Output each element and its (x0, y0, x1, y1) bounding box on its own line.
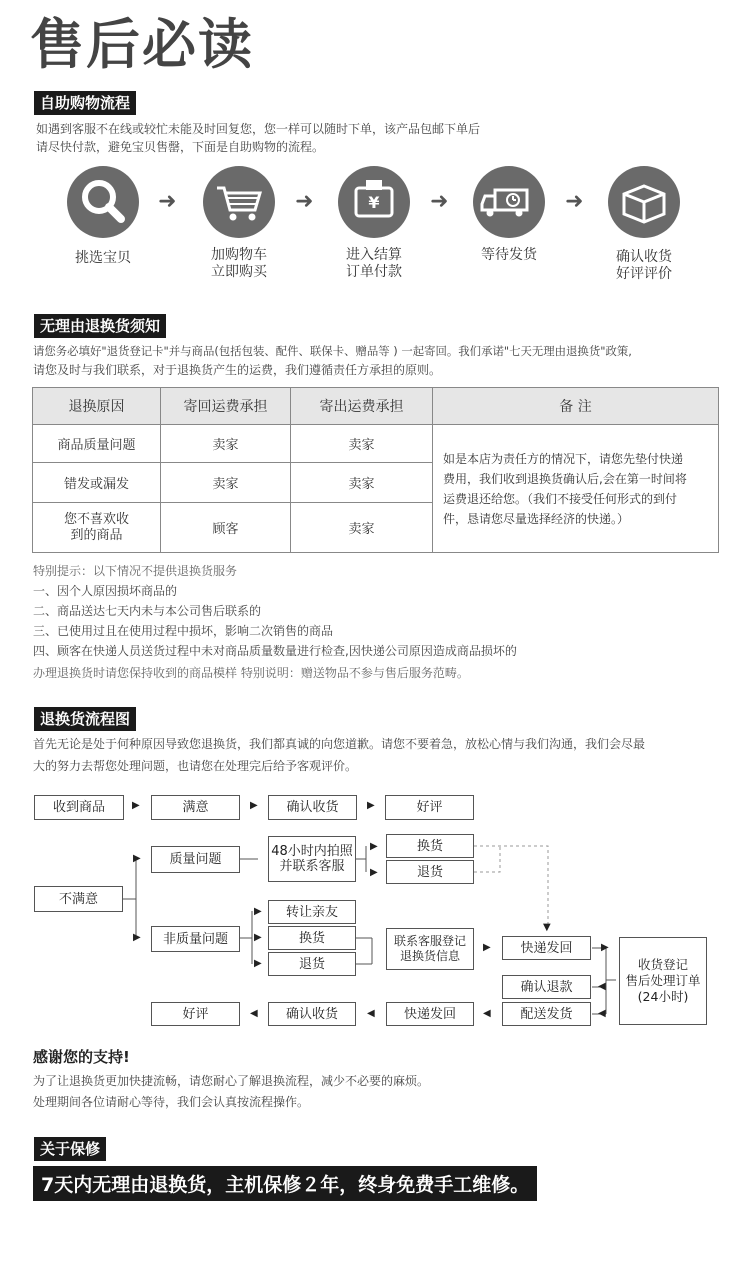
flow-arrow: ▶ (370, 867, 378, 878)
flow-deliver-box: 配送发货 (502, 1002, 591, 1026)
flow-desc-2: 大的努力去帮您处理问题，也请您在处理完后给予客观评价。 (33, 759, 358, 773)
flow-arrow: ▶ (254, 958, 262, 969)
table-cell-reason: 错发或漏发 (33, 463, 161, 503)
flow-transfer-box: 转让亲友 (268, 900, 356, 924)
step-2-label-1: 加购物车 (211, 247, 267, 263)
step-3-circle (338, 166, 410, 238)
table-cell-out: 卖家 (291, 463, 433, 503)
warranty-text: 7天内无理由退换货，主机保修２年，终身免费手工维修。 (33, 1166, 537, 1201)
flow-contact-box (386, 928, 474, 970)
flow-arrow-down: ▼ (543, 922, 551, 933)
table-row (33, 425, 719, 463)
table-cell-out: 卖家 (291, 425, 433, 463)
flow-heading: 退换货流程图 (34, 707, 136, 731)
return-policy-desc-1: 请您务必填好"退货登记卡"并与商品(包括包装、配件、联保卡、赠品等 ) 一起寄回。我们承诺"七天无理由退换货"政策, (33, 344, 632, 358)
step-4-label: 等待发货 (481, 247, 537, 263)
return-policy-heading: 无理由退换货须知 (34, 314, 166, 338)
step-5-label-2: 好评评价 (616, 266, 672, 282)
table-cell-out: 卖家 (291, 503, 433, 553)
flow-arrow-left: ◀ (598, 1008, 606, 1019)
flow-return-box-2: 退货 (268, 952, 356, 976)
flow-arrow: ▶ (132, 800, 140, 811)
step-1-circle (67, 166, 139, 238)
self-service-heading: 自助购物流程 (34, 91, 136, 115)
flow-receive-line-1: 收货登记 (637, 957, 688, 972)
self-service-desc-1: 如遇到客服不在线或较忙未能及时回复您，您一样可以随时下单，该产品包邮下单后 (36, 122, 481, 136)
flow-receive-line-3: (24小时) (637, 989, 689, 1004)
flow-ship-back-box: 快递发回 (502, 936, 591, 960)
flow-ship-back-box-2: 快递发回 (386, 1002, 474, 1026)
step-arrow-1: ➜ (158, 189, 177, 214)
flow-arrow: ▶ (133, 932, 141, 943)
step-arrow-3: ➜ (430, 189, 449, 214)
self-service-desc-2: 请尽快付款，避免宝贝售罄，下面是自助购物的流程。 (36, 140, 325, 154)
table-cell-back: 卖家 (161, 425, 291, 463)
flow-non-quality-box: 非质量问题 (151, 926, 240, 952)
flow-photo-line-2: 并联系客服 (279, 859, 345, 874)
flow-arrow-left: ◀ (367, 1008, 375, 1019)
flow-confirm-box-2: 确认收货 (268, 1002, 356, 1026)
step-2-circle (203, 166, 275, 238)
reason-line-1: 您不喜欢收 (63, 511, 129, 527)
flow-contact-line-1: 联系客服登记 (393, 934, 466, 948)
payment-icon (338, 166, 410, 238)
svg-text:¥: ¥ (368, 193, 380, 212)
table-header-note: 备 注 (433, 388, 719, 425)
flow-photo-box (268, 836, 356, 882)
search-icon (67, 166, 139, 238)
page-title: 售后必读 (30, 13, 254, 76)
tips-footer: 办理退换货时请您保持收到的商品模样 特别说明：赠送物品不参与售后服务范畴。 (33, 666, 469, 680)
step-5-circle (608, 166, 680, 238)
table-cell-note (433, 425, 719, 553)
flow-arrow-left: ◀ (250, 1008, 258, 1019)
flow-photo-line-1: 48小时内拍照 (271, 844, 353, 859)
tips-item-2: 二、商品送达七天内未与本公司售后联系的 (33, 604, 262, 618)
step-2-label-2: 立即购买 (211, 264, 267, 280)
tips-item-4: 四、顾客在快递人员送货过程中未对商品质量数量进行检查,因快递公司原因造成商品损坏的 (33, 644, 517, 658)
table-cell-back: 顾客 (161, 503, 291, 553)
flow-satisfied-box: 满意 (151, 795, 240, 820)
step-arrow-4: ➜ (565, 189, 584, 214)
note-line-2: 费用，我们收到退换货确认后,会在第一时间将 (443, 471, 687, 486)
flow-received-box: 收到商品 (34, 795, 124, 820)
step-1-label: 挑选宝贝 (75, 250, 131, 266)
table-cell-back: 卖家 (161, 463, 291, 503)
flow-arrow: ▶ (601, 942, 609, 953)
flow-good-review-box-2: 好评 (151, 1002, 240, 1026)
flow-unsatisfied-box: 不满意 (34, 886, 123, 912)
flow-receive-box (619, 937, 707, 1025)
flow-arrow-left: ◀ (483, 1008, 491, 1019)
flow-arrow-left: ◀ (598, 981, 606, 992)
table-header-reason: 退换原因 (33, 388, 161, 425)
flow-confirm-box: 确认收货 (268, 795, 357, 820)
thanks-line-1: 为了让退换货更加快捷流畅，请您耐心了解退换流程，减少不必要的麻烦。 (33, 1074, 430, 1088)
return-policy-table (32, 387, 719, 553)
flow-quality-box: 质量问题 (151, 846, 240, 873)
box-icon (608, 166, 680, 238)
cart-icon (203, 166, 275, 238)
tips-item-3: 三、已使用过且在使用过程中损坏，影响二次销售的商品 (33, 624, 334, 638)
step-4-circle (473, 166, 545, 238)
table-header-back: 寄回运费承担 (161, 388, 291, 425)
table-header-out: 寄出运费承担 (291, 388, 433, 425)
flow-arrow: ▶ (254, 932, 262, 943)
warranty-heading: 关于保修 (34, 1137, 106, 1161)
table-cell-reason (33, 503, 161, 553)
step-3-label-1: 进入结算 (346, 247, 402, 263)
reason-line-2: 到的商品 (70, 527, 123, 543)
table-cell-reason: 商品质量问题 (33, 425, 161, 463)
delivery-truck-icon (473, 166, 545, 238)
note-line-3: 运费退还给您。（我们不接受任何形式的到付 (443, 491, 678, 506)
flow-good-review-box: 好评 (385, 795, 474, 820)
step-3-label-2: 订单付款 (346, 264, 402, 280)
thanks-line-2: 处理期间各位请耐心等待，我们会认真按流程操作。 (33, 1095, 310, 1109)
flow-desc-1: 首先无论是处于何种原因导致您退换货，我们都真诚的向您道歉。请您不要着急，放松心情与我们沟通，我们会尽最 (33, 737, 646, 751)
flow-arrow: ▶ (370, 841, 378, 852)
flow-contact-line-2: 退换货信息 (399, 949, 460, 963)
flow-exchange-box-2: 换货 (268, 926, 356, 950)
flow-arrow: ▶ (254, 906, 262, 917)
tips-item-1: 一、因个人原因损坏商品的 (33, 584, 178, 598)
flow-arrow: ▶ (250, 800, 258, 811)
step-5-label-1: 确认收货 (616, 249, 672, 265)
note-line-4: 件，恳请您尽量选择经济的快递。） (443, 511, 630, 526)
note-line-1: 如是本店为责任方的情况下，请您先垫付快递 (443, 451, 684, 466)
tips-title: 特别提示：以下情况不提供退换货服务 (33, 564, 238, 578)
flow-arrow: ▶ (133, 853, 141, 864)
flow-refund-box: 确认退款 (502, 975, 591, 999)
flow-arrow: ▶ (367, 800, 375, 811)
flow-exchange-box: 换货 (386, 834, 474, 858)
step-arrow-2: ➜ (295, 189, 314, 214)
return-policy-desc-2: 请您及时与我们联系，对于退换货产生的运费，我们遵循责任方承担的原则。 (33, 363, 442, 377)
thanks-title: 感谢您的支持! (33, 1048, 130, 1066)
flow-return-box: 退货 (386, 860, 474, 884)
flow-receive-line-2: 售后处理订单 (625, 973, 701, 988)
flow-arrow: ▶ (483, 942, 491, 953)
